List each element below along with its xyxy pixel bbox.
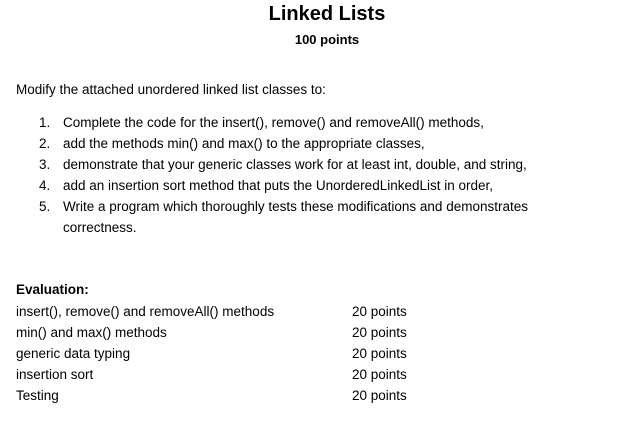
evaluation-item: min() and max() methods — [16, 325, 167, 340]
task-item — [0, 175, 603, 196]
evaluation-row — [16, 343, 436, 364]
task-number: 5. — [39, 199, 51, 214]
evaluation-item: generic data typing — [16, 346, 131, 361]
task-number: 1. — [39, 115, 51, 130]
evaluation-row — [16, 322, 436, 343]
evaluation-table — [16, 301, 436, 406]
task-item — [0, 133, 603, 154]
task-list — [0, 112, 603, 238]
evaluation-item: Testing — [16, 388, 59, 403]
evaluation-points: 20 points — [352, 388, 407, 403]
evaluation-row — [16, 364, 436, 385]
evaluation-points: 20 points — [352, 325, 407, 340]
task-text: add an insertion sort method that puts the UnorderedLinkedList in order, — [63, 178, 494, 193]
evaluation-points: 20 points — [352, 346, 407, 361]
task-number: 2. — [39, 136, 51, 151]
task-item — [0, 154, 603, 175]
evaluation-points: 20 points — [352, 304, 407, 319]
task-text: Complete the code for the insert(), remove() and removeAll() methods, — [63, 115, 484, 130]
evaluation-item: insertion sort — [16, 367, 94, 382]
task-number: 4. — [39, 178, 51, 193]
evaluation-points: 20 points — [352, 367, 407, 382]
task-item — [0, 196, 603, 238]
document-subtitle: 100 points — [294, 32, 360, 47]
task-text: add the methods min() and max() to the appropriate classes, — [63, 136, 425, 151]
task-text: Write a program which thoroughly tests these modifications and demonstrates correctness. — [63, 199, 528, 235]
intro-paragraph: Modify the attached unordered linked list classes to: — [16, 82, 326, 97]
evaluation-heading: Evaluation: — [16, 282, 89, 297]
task-text: demonstrate that your generic classes work for at least int, double, and string, — [63, 157, 527, 172]
task-item — [0, 112, 603, 133]
evaluation-row — [16, 301, 436, 322]
task-number: 3. — [39, 157, 51, 172]
evaluation-row — [16, 385, 436, 406]
document-title: Linked Lists — [268, 3, 386, 25]
evaluation-item: insert(), remove() and removeAll() methods — [16, 304, 275, 319]
